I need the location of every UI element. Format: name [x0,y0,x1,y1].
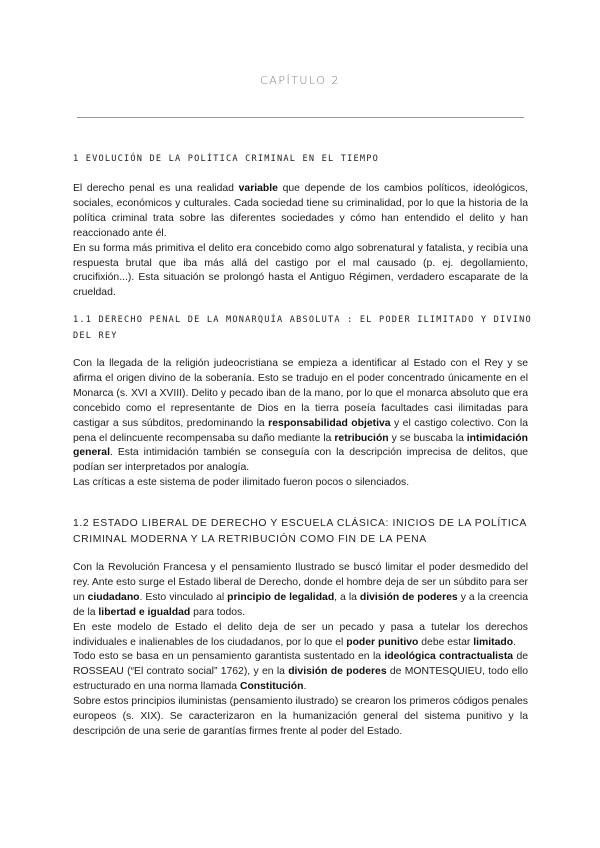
text-run: Con la Revolución Francesa y el pensamiento Ilustrado se buscó limitar el poder desmedido del rey. Ante esto surge el Estado liberal de Derecho, donde el hombre deja de ser un súbdito para ser un [73,562,528,603]
bold-term: intimidación general [73,432,528,459]
section-heading-1-1: 1.1 DERECHO PENAL DE LA MONARQUÍA ABSOLUTA : EL PODER ILIMITADO Y DIVINO DEL REY [73,315,532,341]
paragraph [73,561,528,621]
bold-term: variable [238,183,278,194]
bold-term: ideológica contractualista [384,651,514,663]
text-run: y el castigo colectivo. Con la pena el delincuente recompensaba su daño mediante la [73,417,528,444]
section-1-body [73,182,528,301]
text-run: En su forma más primitiva el delito era concebido como algo sobrenatural y fatalista, y recibía una respuesta brutal que iba más allá del castigo por el mal causado (p. ej. degollamiento, crucifixión...). Esta situación se prolongó hasta el Antiguo Régimen, verdadero escaparate de la crueldad. [73,242,528,299]
bold-term: división de poderes [288,666,387,678]
paragraph [73,621,528,651]
section-heading-1-2: 1.2 ESTADO LIBERAL DE DERECHO Y ESCUELA CLÁSICA: INICIOS DE LA POLÍTICA CRIMINAL MODERNA Y LA RETRIBUCIÓN COMO FIN DE LA PENA [73,518,527,545]
section-1-1-body [73,357,528,491]
text-run: . Esta intimidación también se conseguía con la descripción imprecisa de delitos, que podían ser interpretados por analogía. [73,447,528,474]
text-run: debe estar [418,636,474,648]
paragraph [73,650,528,695]
paragraph [73,476,528,491]
text-run: Todo esto se basa en un pensamiento garantista sustentado en la [73,651,385,663]
paragraph [73,695,528,740]
bold-term: responsabilidad objetiva [268,417,391,429]
bold-term: poder punitivo [346,636,419,648]
text-run: y se buscaba la [388,432,467,444]
paragraph [73,357,528,476]
text-run: para todos. [190,606,246,618]
text-run: . [513,636,517,648]
bold-term: principio de legalidad [227,591,335,603]
section-1-2-body [73,561,528,740]
text-run: Sobre estos principios iluministas (pensamiento ilustrado) se crearon los primeros códigos penales europeos (s. XIX). Se caracterizaron en la humanización general del sistema punitivo y la descripción de una serie de garantías firmes frente al poder del Estado. [73,696,528,737]
section-heading-1: 1 EVOLUCIÓN DE LA POLÍTICA CRIMINAL EN EL TIEMPO [73,154,379,164]
bold-term: libertad e igualdad [98,606,191,618]
text-run: El derecho penal es una realidad [73,183,239,194]
bold-term: limitado [473,636,514,648]
text-run: que depende de los cambios políticos, ideológicos, sociales, económicos y culturales. Cada sociedad tiene su criminalidad, por lo que la historia de la política criminal trata sobre las diferentes sociedades y cómo han entendido el delito y han reaccionado ante él. [73,183,528,239]
bold-term: Constitución [239,681,304,693]
text-run: En este modelo de Estado el delito deja de ser un pecado y pasa a tutelar los derechos individuales e inalienables de los ciudadanos, por lo que el [73,621,528,648]
text-run: . [303,681,307,693]
bold-term: división de poderes [359,591,458,603]
bold-term: ciudadano [87,591,140,603]
title-divider [77,117,524,118]
text-run: , a la [334,591,360,603]
paragraph [73,182,528,242]
chapter-title: CAPÍTULO 2 [260,74,340,87]
paragraph [73,242,528,302]
text-run: y a la creencia de la [73,591,528,618]
text-run: de MONTESQUIEU, todo ello estructurado en una norma llamada [73,666,528,693]
text-run: de ROSSEAU (“El contrato social” 1762), y en la [73,651,528,678]
text-run: . Esto vinculado al [139,591,228,603]
bold-term: retribución [334,432,389,444]
text-run: Las críticas a este sistema de poder ilimitado fueron pocos o silenciados. [73,477,410,489]
text-run: Con la llegada de la religión judeocristiana se empieza a identificar al Estado con el Rey y se afirma el origen divino de la soberanía. Esto se tradujo en el poder concentrado únicamente en el Monarca (s. XVI a XVIII). Delito y pecado iban de la mano, por lo que el monarca absoluto que era concebido como el representante de Dios en la tierra poseía facultades casi ilimitadas para castigar a sus súbditos, predominando la [73,358,528,429]
